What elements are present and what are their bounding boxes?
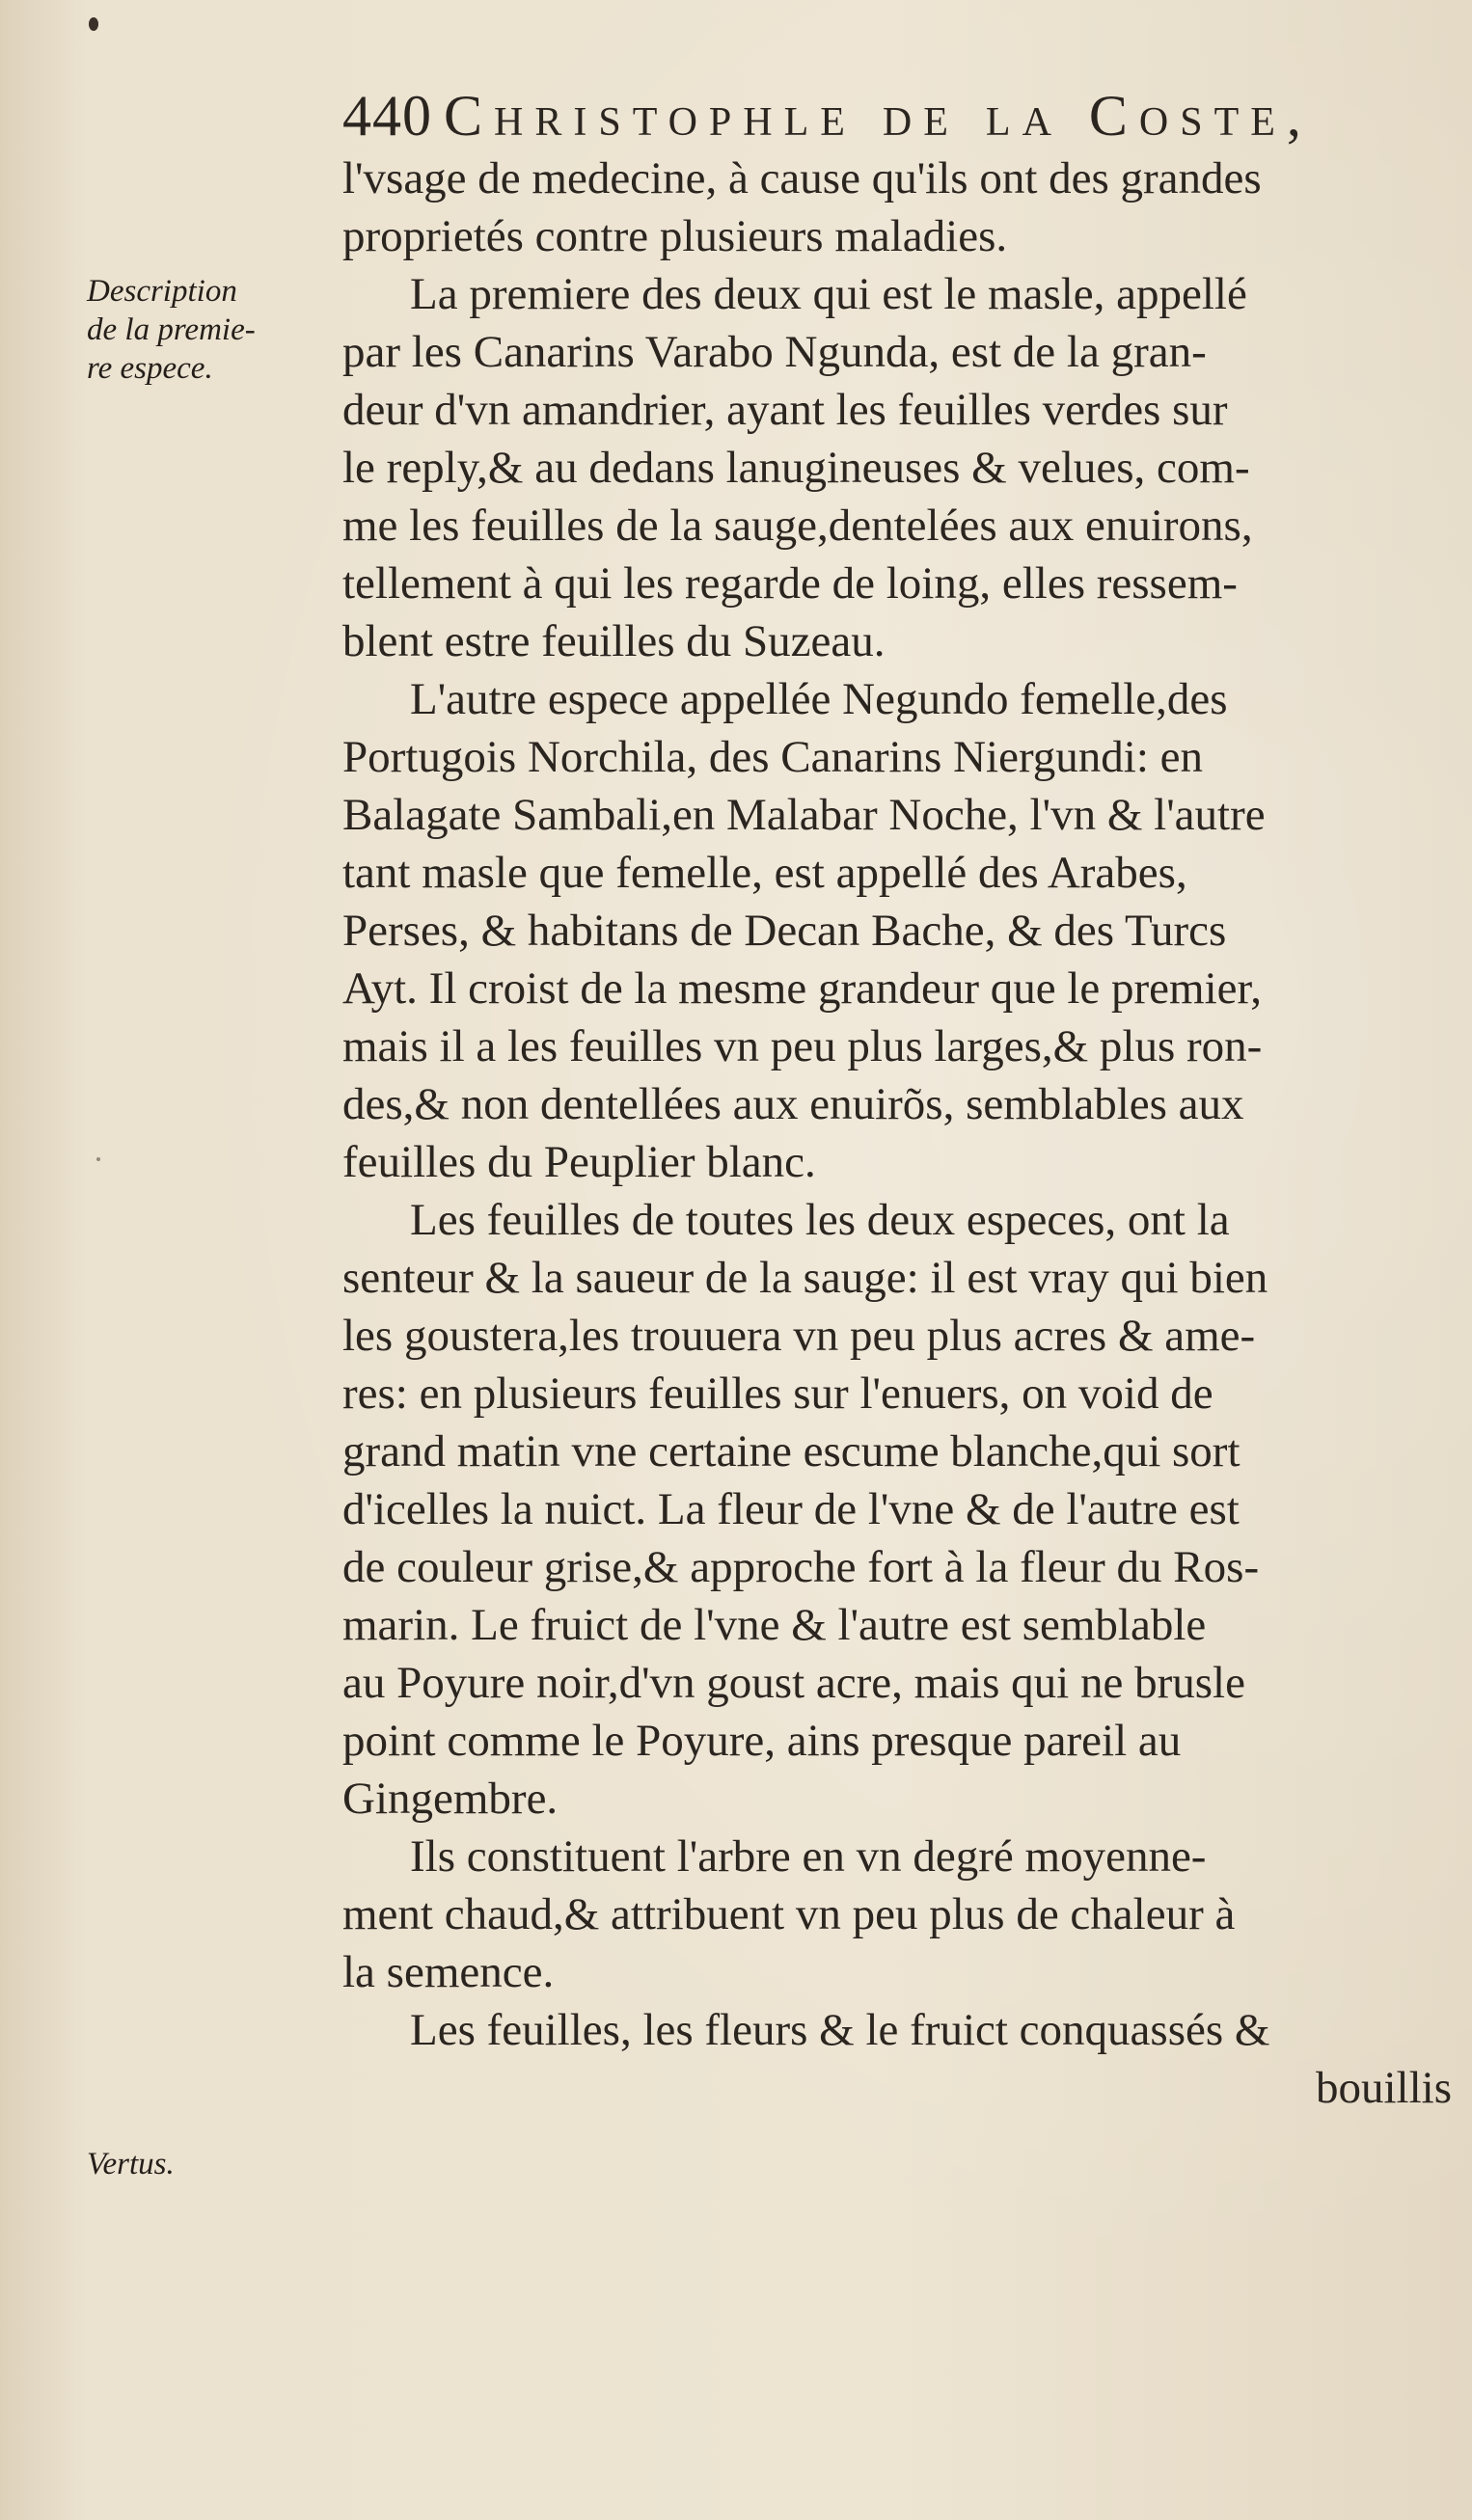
text-line: L'autre espece appellée Negundo femelle,des <box>410 674 1228 724</box>
text-line: blent estre feuilles du Suzeau. <box>342 616 886 666</box>
text-line: feuilles du Peuplier blanc. <box>342 1137 816 1187</box>
text-line: point comme le Poyure, ains presque pareil au <box>342 1716 1182 1766</box>
page-number: 440 <box>342 84 432 148</box>
text-line: Gingembre. <box>342 1774 559 1824</box>
margin-note-description <box>87 272 338 388</box>
text-line: tant masle que femelle, est appellé des Arabes, <box>342 848 1187 898</box>
body-text <box>342 149 1452 2117</box>
text-line: la semence. <box>342 1947 555 1997</box>
paragraph <box>342 670 1452 1191</box>
margin-note-line: Vertus. <box>87 2147 175 2181</box>
text-line: mais il a les feuilles vn peu plus larges,& plus ron- <box>342 1021 1263 1071</box>
text-line: Balagate Sambali,en Malabar Noche, l'vn & l'autre <box>342 790 1266 840</box>
running-title: Christophle de la Coste, <box>444 84 1313 148</box>
paragraph <box>342 265 1452 670</box>
text-line: Ils constituent l'arbre en vn degré moyenne- <box>410 1831 1207 1882</box>
margin-note-line: de la premie- <box>87 312 256 347</box>
paragraph <box>342 149 1452 265</box>
text-line: au Poyure noir,d'vn goust acre, mais qui ne brusle <box>342 1658 1245 1708</box>
text-line: par les Canarins Varabo Ngunda, est de la gran- <box>342 327 1207 377</box>
margin-note-line: Description <box>87 274 237 309</box>
text-line: deur d'vn amandrier, ayant les feuilles verdes sur <box>342 385 1228 435</box>
text-line: l'vsage de medecine, à cause qu'ils ont des grandes <box>342 153 1262 203</box>
text-line: proprietés contre plusieurs maladies. <box>342 211 1008 261</box>
text-line: les goustera,les trouuera vn peu plus acres & ame- <box>342 1311 1256 1361</box>
text-line: La premiere des deux qui est le masle, appellé <box>410 269 1247 319</box>
text-line: grand matin vne certaine escume blanche,qui sort <box>342 1426 1240 1477</box>
text-line: Les feuilles de toutes les deux especes, ont la <box>410 1195 1230 1245</box>
paragraph <box>342 1828 1452 2001</box>
text-line: Ayt. Il croist de la mesme grandeur que le premier, <box>342 963 1263 1014</box>
text-line: tellement à qui les regarde de loing, elles ressem- <box>342 558 1238 609</box>
text-line: senteur & la saueur de la sauge: il est vray qui bien <box>342 1253 1268 1303</box>
text-line: res: en plusieurs feuilles sur l'enuers, on void de <box>342 1368 1213 1419</box>
ink-spot <box>96 1157 100 1161</box>
text-line: Les feuilles, les fleurs & le fruict conquassés & <box>410 2005 1270 2055</box>
text-line: le reply,& au dedans lanugineuses & velues, com- <box>342 443 1250 493</box>
margin-note-line: re espece. <box>87 351 213 386</box>
text-line: des,& non dentellées aux enuirõs, semblables aux <box>342 1079 1244 1129</box>
text-line: Perses, & habitans de Decan Bache, & des Turcs <box>342 906 1227 956</box>
catchword: bouillis <box>1315 2063 1452 2113</box>
text-line: Portugois Norchila, des Canarins Niergundi: en <box>342 732 1203 782</box>
margin-note-vertus <box>87 2145 338 2183</box>
paragraph <box>342 1191 1452 1828</box>
text-line: marin. Le fruict de l'vne & l'autre est semblable <box>342 1600 1207 1650</box>
text-line: de couleur grise,& approche fort à la fleur du Ros- <box>342 1542 1260 1592</box>
text-line: d'icelles la nuict. La fleur de l'vne & de l'autre est <box>342 1484 1240 1534</box>
text-line: ment chaud,& attribuent vn peu plus de chaleur à <box>342 1889 1236 1939</box>
paragraph <box>342 2001 1452 2059</box>
text-line: me les feuilles de la sauge,dentelées aux enuirons, <box>342 501 1253 551</box>
ink-spot <box>89 17 98 31</box>
